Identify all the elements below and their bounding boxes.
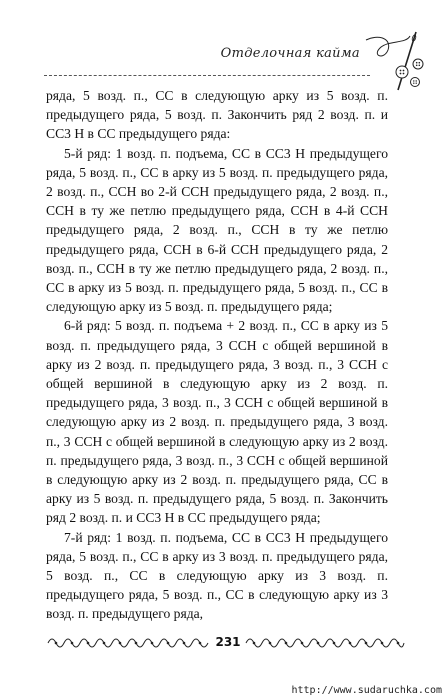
paragraph-1: ряда, 5 возд. п., СС в следующую арку из 5 возд. п. предыдущего ряда, 5 возд. п. Закончить ряд 2 возд. п. и СС3 Н в СС предыдущего ряда: [46,88,388,142]
body-text [46,86,388,624]
header-divider [44,75,370,76]
paragraph-row-5: 5-й ряд: 1 возд. п. подъема, СС в СС3 Н предыдущего ряда, 5 возд. п., СС в арку из 5 возд. п. предыдущего ряда, 2 возд. п., ССН во 2-й ССН предыдущего ряда, 2 возд. п., ССН в ту же петлю предыдущего ряда, ССН в 4-й ССН предыдущего ряда, 2 возд. п., ССН в ту же петлю предыдущего ряда, ССН в 6-й ССН предыдущего ряда, 2 возд. п., ССН в ту же петлю предыдущего ряда, 2 возд. п., СС в арку из 5 возд. п. предыдущего ряда, 5 возд. п., СС в следующую арку из 5 возд. п. предыдущего ряда; [46,145,388,315]
watermark: http://www.sudaruchka.com [291,685,442,696]
page-number: 231 [215,635,241,649]
section-title: Отделочная кайма [220,46,360,61]
paragraph-row-6: 6-й ряд: 5 возд. п. подъема + 2 возд. п., СС в арку из 5 возд. п. предыдущего ряда, 3 ССН с общей вершиной в арку из 2 возд. п. предыдущего ряда, 3 возд. п., 3 ССН с общей вершиной в следующую арку из 2 возд. п. предыдущего ряда, 3 возд. п., 3 ССН с общей вершиной в следующую арку из 2 возд. п. предыдущего ряда, 3 возд. п., 3 ССН с общей вершиной в следующую арку из 2 возд. п. предыдущего ряда, 3 возд. п., 3 ССН с общей вершиной в следующую арку из 2 возд. п. предыдущего ряда, СС в арку из 5 возд. п. предыдущего ряда, 5 возд. п. Закончить ряд 2 возд. п. и СС3 Н в СС предыдущего ряда; [46,318,388,526]
page-footer [46,632,406,654]
paragraph-row-7: 7-й ряд: 1 возд. п. подъема, СС в СС3 Н предыдущего ряда, 5 возд. п., СС в арку из 3 возд. п. предыдущего ряда, 5 возд. п., СС в следующую арку из 3 возд. п. предыдущего ряда, 5 возд. п., СС в следующую арку из 3 возд. п. предыдущего ряда, [46,529,388,622]
